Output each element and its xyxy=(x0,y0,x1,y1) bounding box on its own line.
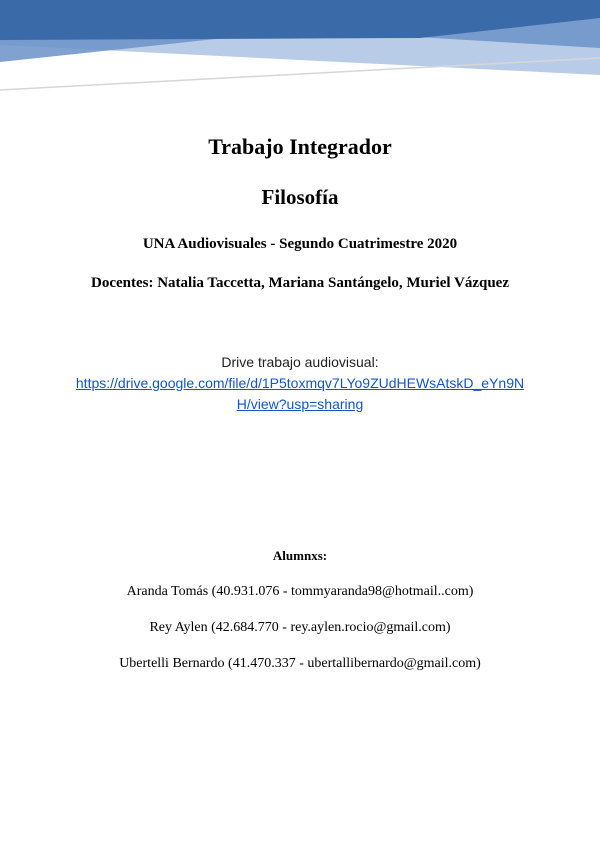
drive-label: Drive trabajo audiovisual: xyxy=(221,354,379,370)
students-heading: Alumnxs: xyxy=(272,548,328,563)
institution-line: UNA Audiovisuales - Segundo Cuatrimestre 2020 xyxy=(142,236,458,252)
document-title: Trabajo Integrador xyxy=(208,134,392,159)
teachers-line: Docentes: Natalia Taccetta, Mariana Santángelo, Muriel Vázquez xyxy=(90,275,509,291)
student-entry: Aranda Tomás (40.931.076 - tommyaranda98@hotmail..com) xyxy=(126,584,474,599)
drive-section xyxy=(70,352,530,415)
student-entry: Rey Aylen (42.684.770 - rey.aylen.rocio@gmail.com) xyxy=(149,620,451,635)
header-wave-decoration xyxy=(0,0,600,95)
student-entry: Ubertelli Bernardo (41.470.337 - ubertallibernardo@gmail.com) xyxy=(119,656,481,671)
subject-title: Filosofía xyxy=(261,185,339,209)
drive-link[interactable]: https://drive.google.com/file/d/1P5toxmqv7LYo9ZUdHEWsAtskD_eYn9NH/view?usp=sharing xyxy=(75,375,525,412)
